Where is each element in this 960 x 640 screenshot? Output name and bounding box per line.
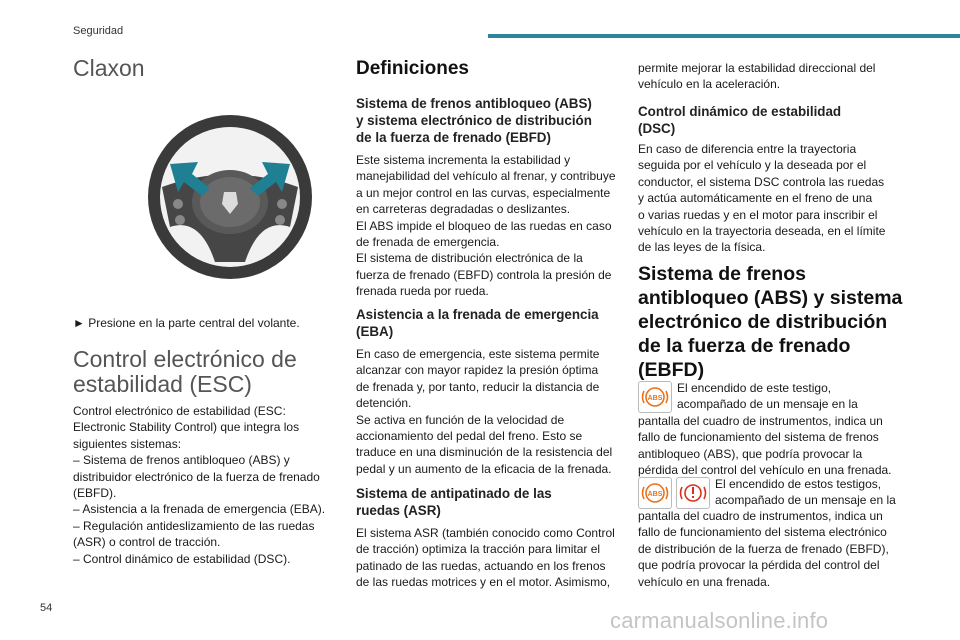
text-line: pantalla del cuadro de instrumentos, indica un (638, 414, 883, 428)
text-line: de las leyes de la física. (638, 240, 766, 255)
text-line: vehículo en la trayectoria deseada, en el límite (638, 224, 886, 239)
heading-line: de la fuerza de frenado (EBFD) (356, 130, 551, 145)
text-line: permite mejorar la estabilidad direccional del (638, 61, 876, 75)
text-line: patinado de las ruedas, actuando en los frenos (356, 558, 606, 573)
esc-title (73, 347, 338, 397)
warning1-text-indented (677, 380, 907, 413)
warning1-text (638, 413, 918, 479)
abs-warning-icon (638, 381, 672, 413)
text-line: siguientes sistemas: (73, 436, 182, 451)
heading-line: (DSC) (638, 121, 676, 136)
text-line: Se activa en función de la velocidad de (356, 412, 565, 427)
text-line: Este sistema incrementa la estabilidad y (356, 153, 571, 167)
text-line: manejabilidad del vehículo al frenar, y contribuye (356, 169, 616, 184)
text-line: vehículo en una frenada. (638, 574, 771, 589)
esc-title-line: estabilidad (ESC) (73, 371, 252, 397)
header-accent-bar (488, 34, 960, 38)
text-line: vehículo en la aceleración. (638, 77, 781, 92)
dsc-body (638, 141, 913, 256)
text-line: alcanzar con mayor rapidez la presión óptima (356, 363, 599, 378)
text-line: frenada rueda por rueda. (356, 284, 489, 299)
text-line: acompañado de un mensaje en la (715, 493, 896, 508)
brake-warning-icon (676, 477, 710, 509)
text-line: de frenada y, por tanto, reducir la distancia de (356, 379, 600, 394)
text-line: – Regulación antideslizamiento de las ruedas (73, 518, 315, 533)
watermark: carmanualsonline.info (610, 608, 829, 633)
dsc-heading (638, 103, 913, 137)
text-line: de tracción) optimiza la tracción para limitar el (356, 542, 601, 557)
page-number: 54 (40, 602, 53, 614)
text-line: fallo de funcionamiento del sistema electrónico (638, 525, 887, 540)
text-line: En caso de emergencia, este sistema permite (356, 347, 600, 361)
definiciones-title: Definiciones (356, 58, 469, 79)
text-line: y actúa automáticamente en el freno de una (638, 191, 873, 206)
text-line: distribuidor electrónico de la fuerza de frenado (73, 469, 320, 484)
heading-line: (EBFD) (638, 359, 705, 381)
text-line: conductor, el sistema DSC controla las ruedas (638, 174, 885, 189)
text-line: pantalla del cuadro de instrumentos, indica un (638, 509, 883, 523)
heading-line: antibloqueo (ABS) y sistema (638, 287, 903, 309)
text-line: El sistema ASR (también conocido como Control (356, 526, 615, 540)
text-line: – Control dinámico de estabilidad (DSC). (73, 551, 291, 566)
text-line: de las ruedas motrices y en el motor. Asimismo, (356, 575, 611, 590)
text-line: de distribución de la fuerza de frenado (EBFD), (638, 541, 889, 556)
abs-icon-label: ABS (647, 395, 663, 402)
abs-definition-heading (356, 95, 631, 146)
text-line: en carreteras degradadas o deslizantes. (356, 202, 571, 217)
text-line: El ABS impide el bloqueo de las ruedas en caso (356, 218, 612, 233)
text-line: El sistema de distribución electrónica de la (356, 251, 583, 266)
abs-warning-icon (638, 477, 672, 509)
eba-body (356, 346, 631, 477)
heading-line: Asistencia a la frenada de emergencia (356, 307, 599, 322)
text-line: fallo de funcionamiento del sistema de frenos (638, 430, 879, 445)
text-line: a un mejor control en las curvas, especialmente (356, 185, 611, 200)
asr-continuation (638, 60, 913, 93)
text-line: antibloqueo (ABS), que podría provocar la (638, 446, 863, 461)
text-line: accionamiento del pedal del freno. Esto se (356, 429, 583, 444)
heading-line: Sistema de frenos (638, 263, 806, 285)
text-line: (ASR) o control de tracción. (73, 535, 221, 550)
asr-heading (356, 485, 631, 519)
text-line: En caso de diferencia entre la trayectoria (638, 142, 857, 156)
running-header-section: Seguridad (73, 25, 124, 37)
heading-line: Sistema de antipatinado de las (356, 486, 552, 501)
text-line: o varias ruedas y en el motor para inscribir el (638, 207, 878, 222)
esc-body (73, 403, 338, 567)
eba-heading (356, 306, 631, 340)
text-line: acompañado de un mensaje en la (677, 397, 858, 412)
text-line: de frenada de emergencia. (356, 235, 500, 250)
claxon-title: Claxon (73, 55, 145, 81)
text-line: fuerza de frenado (EBFD) controla la presión de (356, 267, 612, 282)
text-line: Control electrónico de estabilidad (ESC: (73, 404, 286, 418)
abs-definition-body (356, 152, 631, 300)
text-line: traduce en una disminución de la resistencia del (356, 445, 613, 460)
warning2-text-indented (715, 476, 915, 509)
text-line: Electronic Stability Control) que integra los (73, 420, 300, 435)
heading-line: ruedas (ASR) (356, 503, 441, 518)
text-line: pérdida del control del vehículo en una frenada. (638, 463, 892, 478)
text-line: (EBFD). (73, 486, 117, 501)
text-line: – Sistema de frenos antibloqueo (ABS) y (73, 453, 290, 468)
heading-line: Sistema de frenos antibloqueo (ABS) (356, 96, 592, 111)
abs-icon-label: ABS (647, 491, 663, 498)
steering-wheel-illustration (140, 92, 320, 292)
text-line: – Asistencia a la frenada de emergencia (EBA). (73, 502, 326, 517)
heading-line: y sistema electrónico de distribución (356, 113, 592, 128)
text-line: seguida por el vehículo y la deseada por el (638, 158, 867, 173)
abs-ebfd-section-title (638, 262, 928, 382)
heading-line: de la fuerza de frenado (638, 335, 851, 357)
claxon-instruction: ► Presione en la parte central del volante. (73, 316, 300, 330)
heading-line: (EBA) (356, 324, 394, 339)
heading-line: Control dinámico de estabilidad (638, 104, 842, 119)
warning2-text (638, 508, 918, 590)
asr-body (356, 525, 631, 591)
esc-title-line: Control electrónico de (73, 346, 297, 372)
text-line: detención. (356, 396, 412, 411)
text-line: pedal y un aumento de la eficacia de la frenada. (356, 461, 612, 476)
text-line: El encendido de estos testigos, (715, 477, 882, 491)
text-line: que podría provocar la pérdida del control del (638, 558, 880, 573)
text-line: El encendido de este testigo, (677, 381, 832, 395)
heading-line: electrónico de distribución (638, 311, 888, 333)
